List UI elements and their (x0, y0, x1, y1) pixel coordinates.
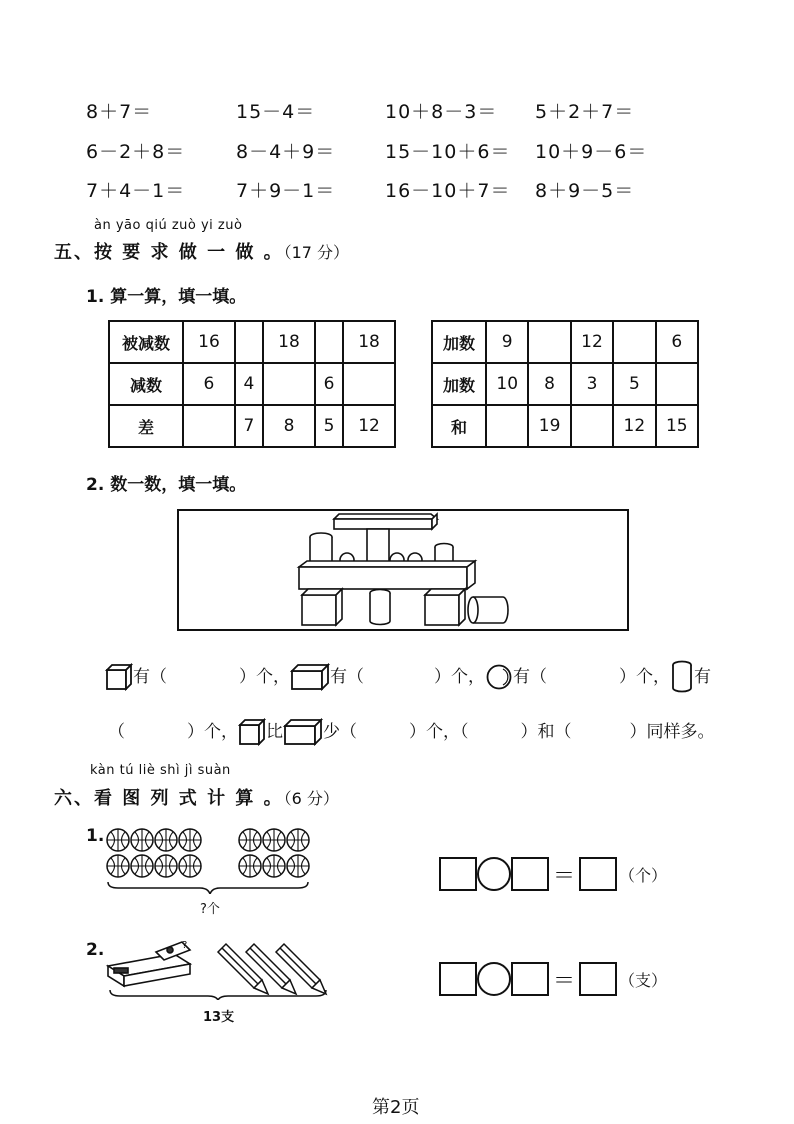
fill-text: ）个， (619, 667, 670, 687)
equation: 8－4＋9＝ (236, 141, 336, 163)
table-cell: 15 (656, 405, 698, 447)
section5-pinyin: àn yāo qiú zuò yi zuò (94, 218, 243, 233)
equation: 15－10＋6＝ (385, 141, 511, 163)
basketball-group-figure (104, 826, 314, 894)
equation: 5＋2＋7＝ (535, 101, 635, 123)
addition-table (431, 320, 699, 448)
pencil-case-and-pencils-figure (104, 936, 332, 1000)
equation: 7＋9－1＝ (236, 180, 336, 202)
equation: 7＋4－1＝ (86, 180, 186, 202)
table-cell: 18 (343, 321, 395, 363)
table-cell[interactable] (263, 363, 315, 405)
fill-line-1 (105, 660, 711, 694)
fill-text: ）个，（ (409, 722, 469, 742)
fill-text: ）和（ (520, 722, 572, 742)
table-cell[interactable] (486, 405, 528, 447)
row-header: 被减数 (109, 321, 183, 363)
problem2-brace-label: 13支 (203, 1010, 235, 1025)
fill-text: ）个， (434, 667, 485, 687)
table-cell: 6 (656, 321, 698, 363)
answer-box[interactable] (579, 962, 617, 996)
answer-box[interactable] (439, 962, 477, 996)
table-cell: 19 (528, 405, 570, 447)
table-cell: 12 (571, 321, 613, 363)
question-mark: ? (182, 940, 188, 951)
problem1-number: 1. (86, 826, 105, 846)
fill-text: ）同样多。 (629, 722, 715, 742)
table-cell[interactable] (571, 405, 613, 447)
problem1-answer-row (439, 857, 667, 891)
table-cell[interactable] (613, 321, 655, 363)
table-cell: 5 (315, 405, 343, 447)
fill-text: 比 (266, 722, 283, 742)
fill-text: （ (108, 722, 125, 742)
equation: 8＋9－5＝ (535, 180, 635, 202)
fill-text: 有（ (330, 667, 364, 687)
pencil-case-icon (108, 942, 190, 986)
section5-title-text: 五、按 要 求 做 一 做 。 (54, 242, 284, 263)
cylinder-icon (670, 660, 694, 694)
equation: 8＋7＝ (86, 101, 153, 123)
equals-sign: ＝ (553, 863, 576, 889)
section5-title (54, 238, 349, 264)
equation: 6－2＋8＝ (86, 141, 186, 163)
table-cell[interactable] (343, 363, 395, 405)
fill-text: 有（ (513, 667, 547, 687)
section5-points: （17 分） (283, 243, 350, 262)
operator-circle[interactable] (477, 962, 511, 996)
cuboid-icon (283, 718, 323, 746)
table-cell[interactable] (315, 321, 343, 363)
table-cell[interactable] (528, 321, 570, 363)
table-cell[interactable] (656, 363, 698, 405)
table-cell: 8 (263, 405, 315, 447)
table-cell: 6 (183, 363, 235, 405)
equation: 15－4＝ (236, 101, 316, 123)
table-cell[interactable] (235, 321, 263, 363)
table-cell: 12 (343, 405, 395, 447)
cube-icon (238, 718, 266, 746)
equals-sign: ＝ (553, 968, 576, 994)
problem2-number: 2. (86, 940, 105, 960)
equation: 10＋9－6＝ (535, 141, 648, 163)
table-cell: 9 (486, 321, 528, 363)
sphere-icon (485, 663, 513, 691)
table-cell: 12 (613, 405, 655, 447)
fill-line-2 (108, 717, 715, 746)
answer-box[interactable] (511, 962, 549, 996)
table-cell: 16 (183, 321, 235, 363)
unit-label: （支） (619, 970, 668, 990)
table-cell: 18 (263, 321, 315, 363)
table-cell: 6 (315, 363, 343, 405)
section6-title (54, 784, 339, 810)
section6-points: （6 分） (283, 789, 339, 808)
table-cell: 3 (571, 363, 613, 405)
fill-text: ）个， (239, 667, 290, 687)
block-structure-drawing (179, 511, 627, 629)
table-cell[interactable] (183, 405, 235, 447)
unit-label: （个） (619, 865, 668, 885)
row-header: 差 (109, 405, 183, 447)
table-cell: 7 (235, 405, 263, 447)
q1-label: 1. 算一算，填一填。 (86, 287, 247, 307)
problem1-brace-label: ?个 (200, 902, 220, 917)
section6-title-text: 六、看 图 列 式 计 算 。 (54, 788, 284, 809)
table-cell: 8 (528, 363, 570, 405)
operator-circle[interactable] (477, 857, 511, 891)
page-number: 第2页 (372, 1097, 420, 1118)
answer-box[interactable] (511, 857, 549, 891)
row-header: 加数 (432, 363, 486, 405)
answer-box[interactable] (579, 857, 617, 891)
row-header: 减数 (109, 363, 183, 405)
fill-text: 有（ (133, 667, 167, 687)
table-cell: 10 (486, 363, 528, 405)
row-header: 和 (432, 405, 486, 447)
answer-box[interactable] (439, 857, 477, 891)
equation: 10＋8－3＝ (385, 101, 498, 123)
row-header: 加数 (432, 321, 486, 363)
q2-label: 2. 数一数，填一填。 (86, 475, 247, 495)
subtraction-table (108, 320, 396, 448)
fill-text: 有 (694, 667, 711, 687)
table-cell: 4 (235, 363, 263, 405)
section6-pinyin: kàn tú liè shì jì suàn (90, 763, 231, 778)
table-cell: 5 (613, 363, 655, 405)
equation: 16－10＋7＝ (385, 180, 511, 202)
problem2-answer-row (439, 962, 667, 996)
cuboid-icon (290, 663, 330, 691)
cube-icon (105, 663, 133, 691)
block-structure-figure (177, 509, 629, 631)
fill-text: ）个， (187, 722, 238, 742)
fill-text: 少（ (323, 722, 357, 742)
